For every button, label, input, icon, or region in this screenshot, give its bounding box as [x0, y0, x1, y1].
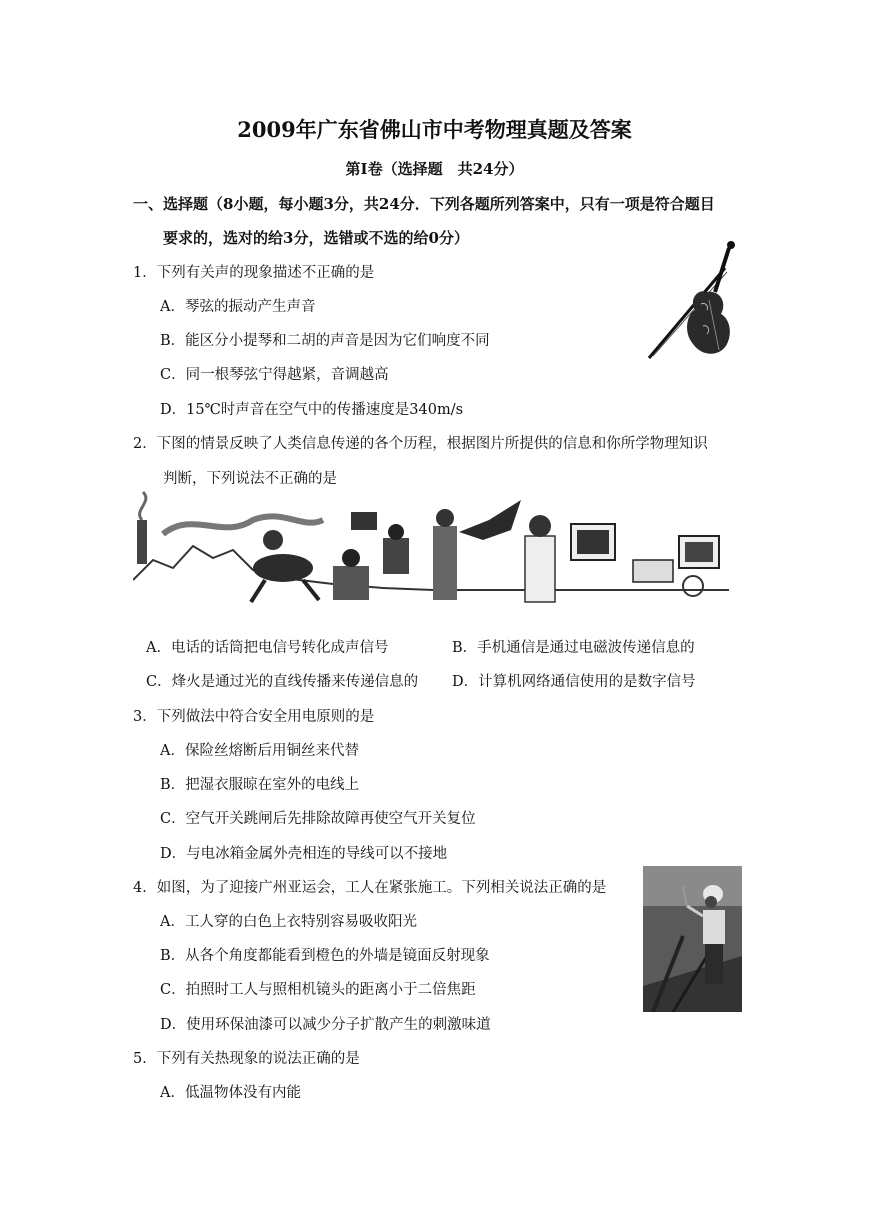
question-stem: 3．下列做法中符合安全用电原则的是 [133, 709, 375, 725]
question-stem: 1．下列有关声的现象描述不正确的是 [133, 265, 375, 281]
option-c: C．拍照时工人与照相机镜头的距离小于二倍焦距 [160, 982, 476, 998]
option-a: A．工人穿的白色上衣特别容易吸收阳光 [160, 914, 417, 930]
option-b: B．手机通信是通过电磁波传递信息的 [452, 640, 695, 656]
worker-photo [643, 866, 742, 1012]
option-b: B．能区分小提琴和二胡的声音是因为它们响度不同 [160, 333, 490, 349]
question-stem-line-1: 2．下图的情景反映了人类信息传递的各个历程，根据图片所提供的信息和你所学物理知识 [133, 436, 708, 452]
option-c: C．同一根琴弦宁得越紧，音调越高 [160, 367, 389, 383]
option-d: D．与电冰箱金属外壳相连的导线可以不接地 [160, 846, 448, 862]
question-stem-line-2: 判断，下列说法不正确的是 [163, 471, 337, 487]
communication-history-illustration [133, 490, 729, 612]
option-c: C．空气开关跳闸后先排除故障再使空气开关复位 [160, 811, 476, 827]
option-b: B．从各个角度都能看到橙色的外墙是镜面反射现象 [160, 948, 490, 964]
option-d: D．计算机网络通信使用的是数字信号 [452, 674, 696, 690]
exam-part-heading: 第Ⅰ卷（选择题 共24分） [345, 160, 524, 178]
section-line-2: 要求的，选对的给3分，选错或不选的给0分） [163, 229, 469, 247]
option-a: A．低温物体没有内能 [160, 1085, 301, 1101]
option-b: B．把湿衣服晾在室外的电线上 [160, 777, 360, 793]
question-stem: 4．如图，为了迎接广州亚运会，工人在紧张施工。下列相关说法正确的是 [133, 880, 607, 896]
question-stem: 5．下列有关热现象的说法正确的是 [133, 1051, 360, 1067]
option-a: A．电话的话筒把电信号转化成声信号 [146, 640, 389, 656]
option-a: A．琴弦的振动产生声音 [160, 299, 316, 315]
option-c: C．烽火是通过光的直线传播来传递信息的 [146, 674, 419, 690]
option-d: D．15℃时声音在空气中的传播速度是340m/s [160, 402, 464, 418]
section-line-1: 一、选择题（8小题，每小题3分，共24分．下列各题所列答案中，只有一项是符合题目 [133, 195, 715, 213]
option-a: A．保险丝熔断后用铜丝来代替 [160, 743, 359, 759]
page-title: 2009年广东省佛山市中考物理真题及答案 [237, 117, 632, 142]
violin-illustration [645, 240, 741, 362]
option-d: D．使用环保油漆可以减少分子扩散产生的刺激味道 [160, 1017, 491, 1033]
